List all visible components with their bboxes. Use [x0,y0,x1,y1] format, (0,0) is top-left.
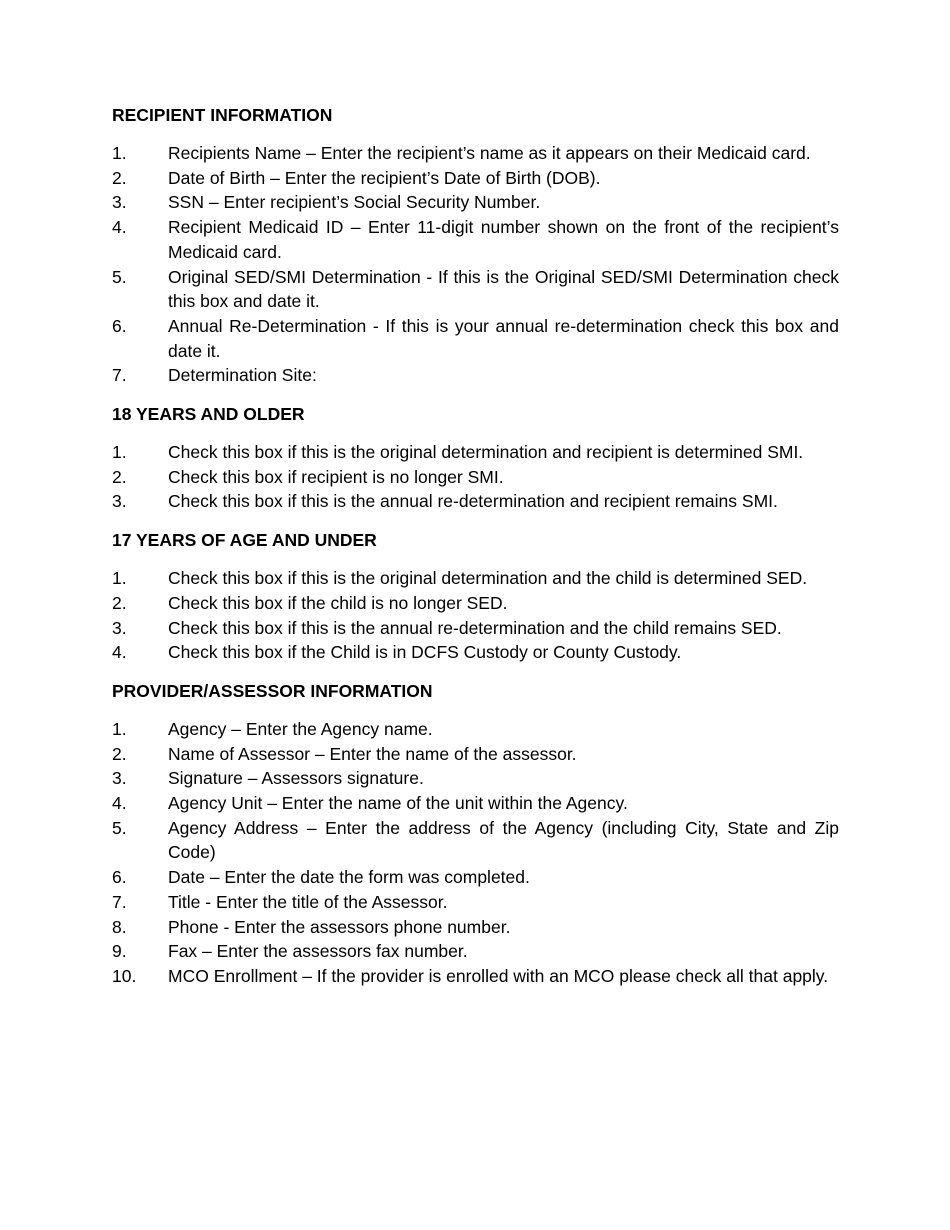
list-item [112,566,839,591]
list-item [112,865,839,890]
list-item [112,766,839,791]
item-text: Annual Re-Determination - If this is your annual re-determination check this box and date it. [168,315,839,361]
item-text: Agency – Enter the Agency name. [168,718,433,739]
list-item [112,489,839,514]
item-text: Original SED/SMI Determination - If this is the Original SED/SMI Determination check this box and date it. [168,266,839,312]
item-number: 7. [112,891,127,912]
item-number: 3. [112,768,127,789]
document-page [112,104,839,1004]
item-number: 3. [112,192,127,213]
item-number: 4. [112,642,127,663]
list-item [112,314,839,363]
section-18-years-and-older [112,403,839,514]
list-item [112,141,839,166]
instruction-list [112,440,839,514]
item-text: Check this box if this is the original determination and recipient is determined SMI. [168,442,804,463]
instruction-list [112,717,839,989]
item-number: 1. [112,143,127,163]
section-recipient-information [112,104,839,388]
item-number: 3. [112,617,127,638]
item-number: 4. [112,217,127,238]
item-number: 9. [112,941,127,962]
item-number: 4. [112,793,127,814]
list-item [112,816,839,865]
list-item [112,939,839,964]
section-17-years-and-under [112,529,839,665]
item-number: 2. [112,466,127,487]
list-item [112,890,839,915]
section-heading: 17 YEARS OF AGE AND UNDER [112,530,377,551]
list-item [112,265,839,314]
item-number: 5. [112,266,127,287]
instruction-list [112,566,839,665]
item-text: Recipients Name – Enter the recipient’s name as it appears on their Medicaid card. [168,143,811,163]
item-text: Recipient Medicaid ID – Enter 11-digit number shown on the front of the recipient’s Medicaid card. [168,217,839,262]
item-number: 8. [112,916,127,937]
list-item [112,717,839,742]
item-text: Phone - Enter the assessors phone number. [168,916,511,937]
section-heading: PROVIDER/ASSESSOR INFORMATION [112,680,433,701]
item-text: Agency Unit – Enter the name of the unit within the Agency. [168,793,628,814]
item-number: 2. [112,592,127,613]
list-item [112,166,839,191]
instruction-list [112,141,839,388]
item-text: Fax – Enter the assessors fax number. [168,941,468,962]
item-text: Title - Enter the title of the Assessor. [168,891,448,912]
item-text: Check this box if this is the annual re-determination and recipient remains SMI. [168,491,778,512]
item-text: SSN – Enter recipient’s Social Security Number. [168,192,541,213]
item-text: Agency Address – Enter the address of the Agency (including City, State and Zip Code) [168,817,839,863]
list-item [112,964,839,989]
list-item [112,915,839,940]
item-text: Check this box if recipient is no longer SMI. [168,466,504,487]
list-item [112,215,839,264]
item-number: 6. [112,867,127,888]
item-number: 5. [112,817,127,838]
item-text: Check this box if this is the annual re-determination and the child remains SED. [168,617,782,638]
item-text: Determination Site: [168,365,317,386]
item-text: Date – Enter the date the form was completed. [168,867,530,888]
section-provider-assessor-information [112,680,839,989]
item-text: Check this box if this is the original determination and the child is determined SED. [168,568,808,589]
list-item [112,616,839,641]
item-number: 7. [112,365,127,386]
item-text: Name of Assessor – Enter the name of the assessor. [168,743,577,764]
item-number: 10. [112,965,137,986]
section-heading: RECIPIENT INFORMATION [112,105,333,125]
item-number: 6. [112,315,127,336]
item-number: 1. [112,442,127,463]
item-text: MCO Enrollment – If the provider is enrolled with an MCO please check all that apply. [168,965,829,986]
item-number: 1. [112,718,127,739]
item-text: Check this box if the child is no longer SED. [168,592,508,613]
list-item [112,591,839,616]
list-item [112,440,839,465]
item-text: Check this box if the Child is in DCFS Custody or County Custody. [168,642,682,663]
item-number: 1. [112,568,127,589]
item-number: 2. [112,167,127,188]
item-text: Date of Birth – Enter the recipient’s Date of Birth (DOB). [168,167,601,188]
list-item [112,791,839,816]
list-item [112,465,839,490]
list-item [112,363,839,388]
list-item [112,640,839,665]
item-text: Signature – Assessors signature. [168,768,424,789]
item-number: 2. [112,743,127,764]
list-item [112,742,839,767]
item-number: 3. [112,491,127,512]
section-heading: 18 YEARS AND OLDER [112,404,305,425]
list-item [112,190,839,215]
